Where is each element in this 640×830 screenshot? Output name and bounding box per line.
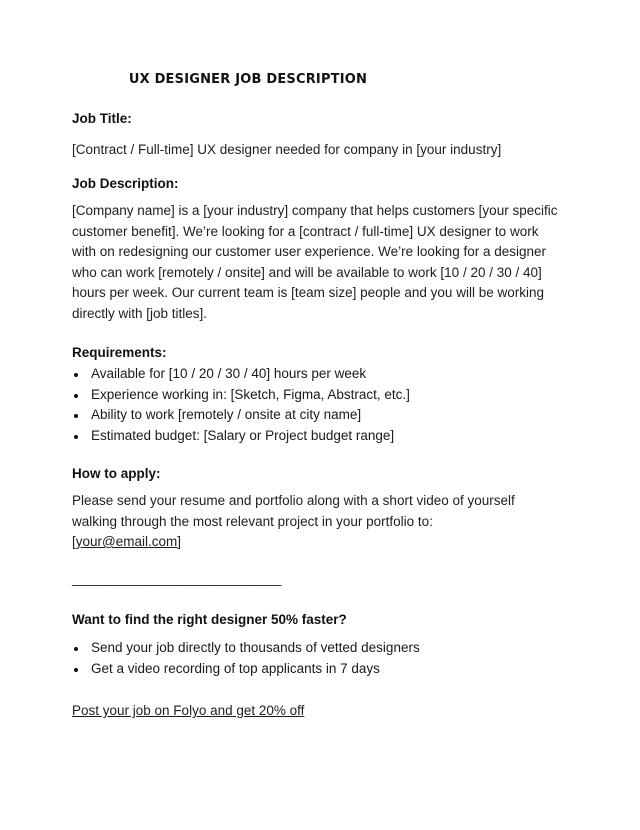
email-link[interactable]: [your@email.com]: [72, 534, 181, 549]
how-to-apply-body: Please send your resume and portfolio along with a short video of yourself walking through the most relevant project in your portfolio to:: [72, 493, 515, 529]
list-item: Ability to work [remotely / onsite at city name]: [72, 405, 410, 426]
how-to-apply-text: [72, 491, 542, 553]
separator-line: ________________________________: [72, 571, 281, 586]
job-description-heading: Job Description:: [72, 176, 179, 191]
list-item: Send your job directly to thousands of vetted designers: [72, 638, 420, 659]
promo-heading: Want to find the right designer 50% faster?: [72, 612, 347, 627]
how-to-apply-heading: How to apply:: [72, 466, 161, 481]
post-job-link[interactable]: Post your job on Folyo and get 20% off: [72, 703, 305, 718]
requirements-heading: Requirements:: [72, 345, 167, 360]
promo-list: [72, 638, 420, 679]
list-item: Available for [10 / 20 / 30 / 40] hours per week: [72, 364, 410, 385]
job-title-text: [Contract / Full-time] UX designer needed for company in [your industry]: [72, 142, 502, 157]
list-item: Estimated budget: [Salary or Project budget range]: [72, 426, 410, 447]
requirements-list: [72, 364, 410, 446]
list-item: Experience working in: [Sketch, Figma, Abstract, etc.]: [72, 385, 410, 406]
document-title: UX DESIGNER JOB DESCRIPTION: [128, 72, 368, 87]
job-title-heading: Job Title:: [72, 111, 132, 126]
job-description-text: [Company name] is a [your industry] company that helps customers [your specific customer benefit]. We’re looking for a [contract / full-time] UX designer to work with on redesigning our customer user experience. We’re looking for a designer who can work [remotely / onsite] and will be available to work [10 / 20 / 30 / 40] hours per week. Our current team is [team size] people and you will be working directly with [job titles].: [72, 203, 558, 321]
list-item: Get a video recording of top applicants in 7 days: [72, 659, 420, 680]
